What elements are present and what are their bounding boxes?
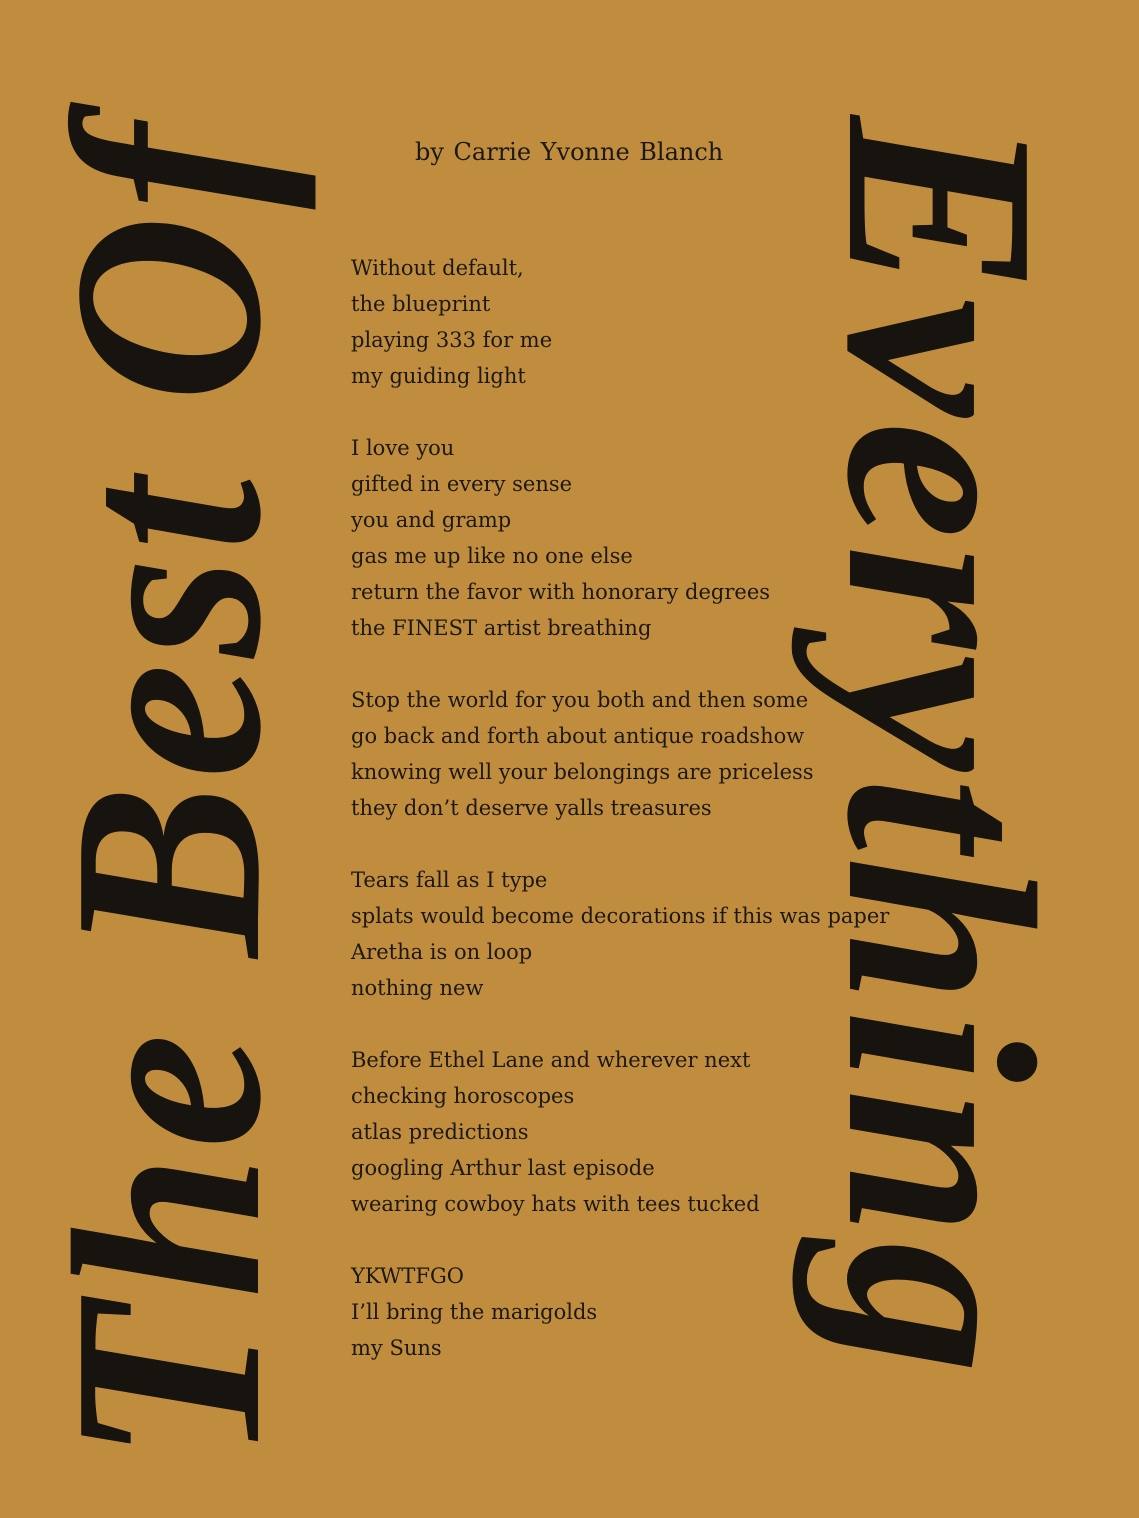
poem-line: I’ll bring the marigolds bbox=[351, 1300, 598, 1324]
poem-line: wearing cowboy hats with tees tucked bbox=[351, 1192, 760, 1216]
poem-line: Aretha is on loop bbox=[351, 940, 533, 964]
poem-line: nothing new bbox=[351, 976, 484, 1000]
poem-body bbox=[351, 250, 890, 1402]
stanza bbox=[351, 1258, 871, 1366]
poem-line: Without default, bbox=[351, 256, 524, 280]
stanza bbox=[351, 682, 871, 826]
poem-line: Tears fall as I type bbox=[351, 868, 548, 892]
poem-line: googling Arthur last episode bbox=[351, 1156, 655, 1180]
poem-line: checking horoscopes bbox=[351, 1084, 575, 1108]
poem-line: go back and forth about antique roadshow bbox=[351, 724, 805, 748]
poem-line: my guiding light bbox=[351, 364, 526, 388]
poem-line: Stop the world for you both and then some bbox=[351, 688, 809, 712]
poem-line: the FINEST artist breathing bbox=[351, 616, 652, 640]
poem-line: the blueprint bbox=[351, 292, 491, 316]
title-right: Everything bbox=[791, 115, 1090, 1381]
poem-line: gas me up like no one else bbox=[351, 544, 633, 568]
poem-line: atlas predictions bbox=[351, 1120, 529, 1144]
poem-line: gifted in every sense bbox=[351, 472, 573, 496]
poem-line: they don’t deserve yalls treasures bbox=[351, 796, 712, 820]
poem-line: YKWTFGO bbox=[351, 1264, 464, 1288]
byline: by Carrie Yvonne Blanch bbox=[415, 138, 724, 166]
stanza bbox=[351, 250, 871, 394]
title-left: The Best Of bbox=[18, 117, 317, 1463]
poem-line: you and gramp bbox=[351, 508, 512, 532]
poem-line: splats would become decorations if this was paper bbox=[351, 904, 890, 928]
stanza bbox=[351, 862, 890, 1006]
poem-line: return the favor with honorary degrees bbox=[351, 580, 771, 604]
stanza bbox=[351, 430, 871, 646]
stanza bbox=[351, 1042, 871, 1222]
poem-line: playing 333 for me bbox=[351, 328, 553, 352]
poem-line: Before Ethel Lane and wherever next bbox=[351, 1048, 751, 1072]
poem-line: knowing well your belongings are priceless bbox=[351, 760, 814, 784]
poem-line: my Suns bbox=[351, 1336, 442, 1360]
poem-line: I love you bbox=[351, 436, 455, 460]
